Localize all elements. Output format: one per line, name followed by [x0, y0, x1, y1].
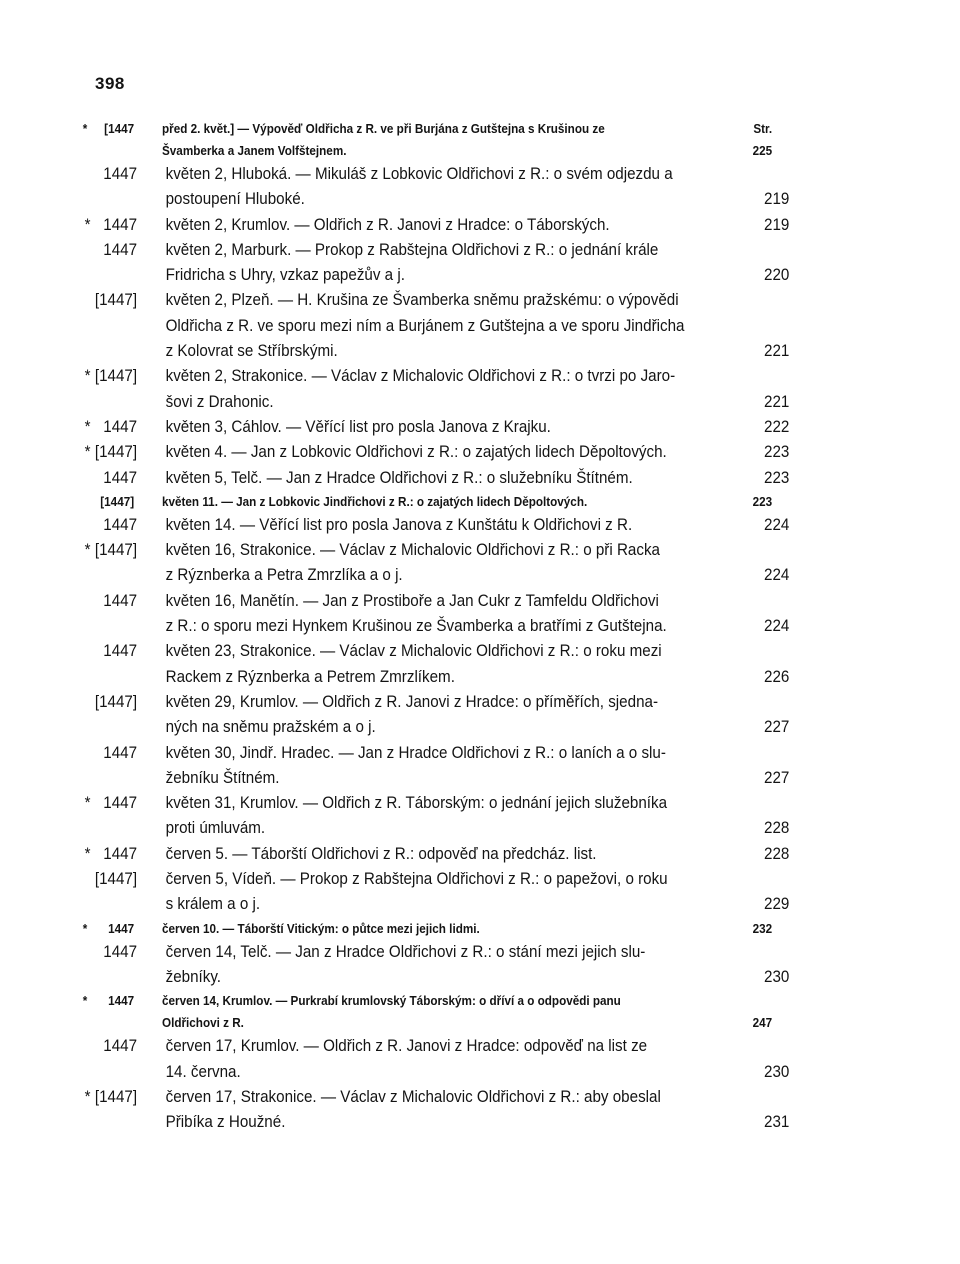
reconstructed-marker: *: [84, 794, 91, 813]
register-entry: [0, 513, 960, 538]
page-reference: 228: [764, 844, 790, 863]
entry-line: [0, 415, 883, 440]
entry-line: [0, 665, 883, 690]
entry-line: [0, 791, 883, 816]
register-entry: [0, 1034, 960, 1085]
page-number: 398: [95, 74, 125, 93]
entry-text: červen 5. — Táborští Oldřichovi z R.: odpověď na předcház. list.: [165, 844, 597, 863]
page-reference: 224: [764, 515, 790, 534]
entry-line: [0, 639, 883, 664]
register-entry: [0, 639, 960, 690]
page-reference: 227: [764, 768, 790, 787]
entry-text: s králem a o j.: [165, 895, 261, 914]
register-entry: [0, 491, 960, 513]
entry-text: Švamberka a Janem Volfštejnem.: [162, 143, 347, 158]
entry-line: [0, 339, 883, 364]
entry-text: žebníku Štítném.: [165, 768, 280, 787]
entry-text: z Kolovrat se Stříbrskými.: [165, 342, 338, 361]
entry-line: [0, 118, 864, 140]
entry-year: [1447]: [94, 541, 138, 560]
entry-year: 1447: [103, 942, 138, 961]
register-entry: [0, 466, 960, 491]
entry-line: [0, 466, 883, 491]
register-entry: [0, 741, 960, 792]
entry-year: [1447]: [94, 692, 138, 711]
page-reference: 221: [764, 342, 790, 361]
register-entry: [0, 589, 960, 640]
register-entry: [0, 842, 960, 867]
entry-line: [0, 715, 883, 740]
entry-text: Oldřicha z R. ve sporu mezi ním a Burjánem z Gutštejna a ve sporu Jindřicha: [165, 316, 685, 335]
page-reference: 223: [752, 493, 773, 509]
entry-text: šovi z Drahonic.: [165, 392, 274, 411]
page-reference: 229: [764, 895, 790, 914]
entry-text: květen 2, Krumlov. — Oldřich z R. Janovi z Hradce: o Táborských.: [165, 215, 610, 234]
entry-year: 1447: [103, 591, 138, 610]
reconstructed-marker: *: [84, 443, 91, 462]
entry-line: [0, 513, 883, 538]
entry-text: červen 14, Telč. — Jan z Hradce Oldřichovi z R.: o stání mezi jejich slu-: [165, 942, 646, 961]
entry-text: červen 17, Krumlov. — Oldřich z R. Janovi z Hradce: odpověď na list ze: [165, 1037, 648, 1056]
entry-line: [0, 1034, 883, 1059]
column-heading: Str.: [753, 121, 773, 136]
entry-year: [1447]: [100, 493, 135, 509]
register-entry: [0, 538, 960, 589]
register-entry: [0, 791, 960, 842]
page-reference: 219: [764, 190, 790, 209]
entry-text: červen 10. — Táborští Vitickým: o půtce mezi jejich lidmi.: [162, 920, 480, 936]
reconstructed-marker: *: [84, 541, 91, 560]
entry-line: [0, 364, 883, 389]
page-reference: 221: [764, 392, 790, 411]
page-reference: 224: [764, 617, 790, 636]
entry-text: ných na sněmu pražském a o j.: [165, 718, 376, 737]
register-entry: [0, 118, 960, 162]
entry-year: 1447: [103, 515, 138, 534]
entry-line: [0, 1085, 883, 1110]
entry-text: žebníky.: [165, 967, 222, 986]
entry-line: [0, 816, 883, 841]
page-reference: 230: [764, 967, 790, 986]
entry-text: květen 29, Krumlov. — Oldřich z R. Janovi z Hradce: o příměřích, sjedna-: [165, 692, 659, 711]
entry-text: Oldřichovi z R.: [162, 1015, 244, 1031]
entry-line: [0, 538, 883, 563]
entry-text: Rackem z Rýznberka a Petrem Zmrzlíkem.: [165, 667, 455, 686]
register-entry: [0, 213, 960, 238]
entry-line: [0, 213, 883, 238]
register-entries: [0, 118, 960, 1135]
page-reference: 223: [764, 443, 790, 462]
page-reference: 230: [764, 1062, 790, 1081]
entry-line: [0, 1012, 864, 1034]
reconstructed-marker: *: [82, 920, 88, 936]
reconstructed-marker: *: [84, 367, 91, 386]
register-entry: [0, 690, 960, 741]
entry-line: [0, 288, 883, 313]
page-reference: 227: [764, 718, 790, 737]
entry-text: 14. června.: [165, 1062, 241, 1081]
entry-line: [0, 563, 883, 588]
entry-line: [0, 990, 864, 1012]
entry-text: květen 2, Hluboká. — Mikuláš z Lobkovic Oldřichovi z R.: o svém odjezdu a: [165, 165, 673, 183]
entry-text: z Rýznberka a Petra Zmrzlíka a o j.: [165, 566, 403, 585]
entry-text: květen 5, Telč. — Jan z Hradce Oldřichovi z R.: o služebníku Štítném.: [165, 468, 633, 487]
entry-line: [0, 440, 883, 465]
entry-line: [0, 263, 883, 288]
page-reference: 232: [752, 920, 773, 936]
page-reference: 226: [764, 667, 790, 686]
register-entry: [0, 162, 960, 213]
register-entry: [0, 440, 960, 465]
entry-text: květen 31, Krumlov. — Oldřich z R. Táborským: o jednání jejich služebníka: [165, 794, 668, 813]
entry-line: [0, 187, 883, 212]
entry-text: Fridricha s Uhry, vzkaz papežův a j.: [165, 266, 405, 285]
entry-text: květen 2, Strakonice. — Václav z Michalovic Oldřichovi z R.: o tvrzi po Jaro-: [165, 367, 676, 386]
register-entry: [0, 238, 960, 289]
entry-year: 1447: [103, 240, 138, 259]
reconstructed-marker: *: [84, 215, 91, 234]
entry-year: 1447: [103, 215, 138, 234]
entry-year: [1447]: [94, 1087, 138, 1106]
entry-line: [0, 690, 883, 715]
register-entry: [0, 990, 960, 1034]
page-reference: 224: [764, 566, 790, 585]
entry-line: [0, 1110, 883, 1135]
entry-line: [0, 940, 883, 965]
reconstructed-marker: *: [84, 844, 91, 863]
entry-text: proti úmluvám.: [165, 819, 266, 838]
entry-line: [0, 314, 883, 339]
entry-year: 1447: [103, 1037, 138, 1056]
entry-line: [0, 1060, 883, 1085]
entry-text: květen 2, Plzeň. — H. Krušina ze Švamberka sněmu pražskému: o výpovědi: [165, 291, 679, 310]
reconstructed-marker: *: [82, 993, 88, 1009]
entry-text: květen 23, Strakonice. — Václav z Michalovic Oldřichovi z R.: o roku mezi: [165, 642, 662, 661]
entry-year: 1447: [108, 993, 135, 1009]
reconstructed-marker: *: [82, 121, 88, 136]
page-reference: 225: [752, 143, 773, 158]
entry-line: [0, 614, 883, 639]
entry-year: [1447: [104, 121, 135, 136]
page-reference: 222: [764, 417, 790, 436]
entry-year: 1447: [103, 165, 138, 183]
entry-text: květen 16, Strakonice. — Václav z Michalovic Oldřichovi z R.: o při Racka: [165, 541, 660, 560]
entry-year: 1447: [108, 920, 135, 936]
entry-line: [0, 589, 883, 614]
entry-year: 1447: [103, 743, 138, 762]
entry-line: [0, 741, 883, 766]
page-reference: 231: [764, 1113, 790, 1132]
entry-line: [0, 918, 864, 940]
entry-line: [0, 140, 864, 162]
entry-line: [0, 892, 883, 917]
entry-line: [0, 390, 883, 415]
page-reference: 220: [764, 266, 790, 285]
page-reference: 228: [764, 819, 790, 838]
entry-year: [1447]: [94, 870, 138, 889]
page-reference: 219: [764, 215, 790, 234]
register-entry: [0, 918, 960, 940]
entry-year: [1447]: [94, 443, 138, 462]
register-entry: [0, 415, 960, 440]
entry-line: [0, 162, 883, 187]
register-entry: [0, 1085, 960, 1136]
entry-line: [0, 766, 883, 791]
entry-text: květen 30, Jindř. Hradec. — Jan z Hradce Oldřichovi z R.: o laních a o slu-: [165, 743, 666, 762]
entry-text: květen 14. — Věřící list pro posla Janova z Kunštátu k Oldřichovi z R.: [165, 515, 633, 534]
entry-text: květen 3, Cáhlov. — Věřící list pro posla Janova z Krajku.: [165, 417, 551, 436]
entry-text: postoupení Hluboké.: [165, 190, 305, 209]
entry-year: [1447]: [94, 291, 138, 310]
entry-year: [1447]: [94, 367, 138, 386]
entry-text: z R.: o sporu mezi Hynkem Krušinou ze Švamberka a bratřími z Gutštejna.: [165, 617, 667, 636]
entry-text: červen 5, Vídeň. — Prokop z Rabštejna Oldřichovi z R.: o papežovi, o roku: [165, 870, 668, 889]
entry-text: červen 14, Krumlov. — Purkrabí krumlovský Táborským: o dříví a o odpovědi panu: [162, 993, 621, 1009]
entry-text: před 2. květ.] — Výpověď Oldřicha z R. ve při Burjána z Gutštejna s Krušinou ze: [162, 121, 605, 136]
entry-line: [0, 842, 883, 867]
entry-year: 1447: [103, 642, 138, 661]
reconstructed-marker: *: [84, 1087, 91, 1106]
entry-text: květen 16, Manětín. — Jan z Prostiboře a Jan Cukr z Tamfeldu Oldřichovi: [165, 591, 659, 610]
entry-line: [0, 491, 864, 513]
register-entry: [0, 288, 960, 364]
reconstructed-marker: *: [84, 417, 91, 436]
entry-year: 1447: [103, 794, 138, 813]
entry-line: [0, 238, 883, 263]
entry-line: [0, 965, 883, 990]
entry-text: květen 2, Marburk. — Prokop z Rabštejna Oldřichovi z R.: o jednání krále: [165, 240, 659, 259]
entry-line: [0, 867, 883, 892]
entry-year: 1447: [103, 844, 138, 863]
entry-year: 1447: [103, 468, 138, 487]
entry-year: 1447: [103, 417, 138, 436]
register-entry: [0, 364, 960, 415]
entry-text: červen 17, Strakonice. — Václav z Michalovic Oldřichovi z R.: aby obeslal: [165, 1087, 661, 1106]
page-reference: 223: [764, 468, 790, 487]
register-entry: [0, 940, 960, 991]
entry-text: Přibíka z Houžné.: [165, 1113, 286, 1132]
register-entry: [0, 867, 960, 918]
entry-text: květen 11. — Jan z Lobkovic Jindřichovi z R.: o zajatých lidech Děpoltových.: [162, 493, 588, 509]
page-reference: 247: [752, 1015, 773, 1031]
entry-text: květen 4. — Jan z Lobkovic Oldřichovi z R.: o zajatých lidech Děpoltových.: [165, 443, 667, 462]
